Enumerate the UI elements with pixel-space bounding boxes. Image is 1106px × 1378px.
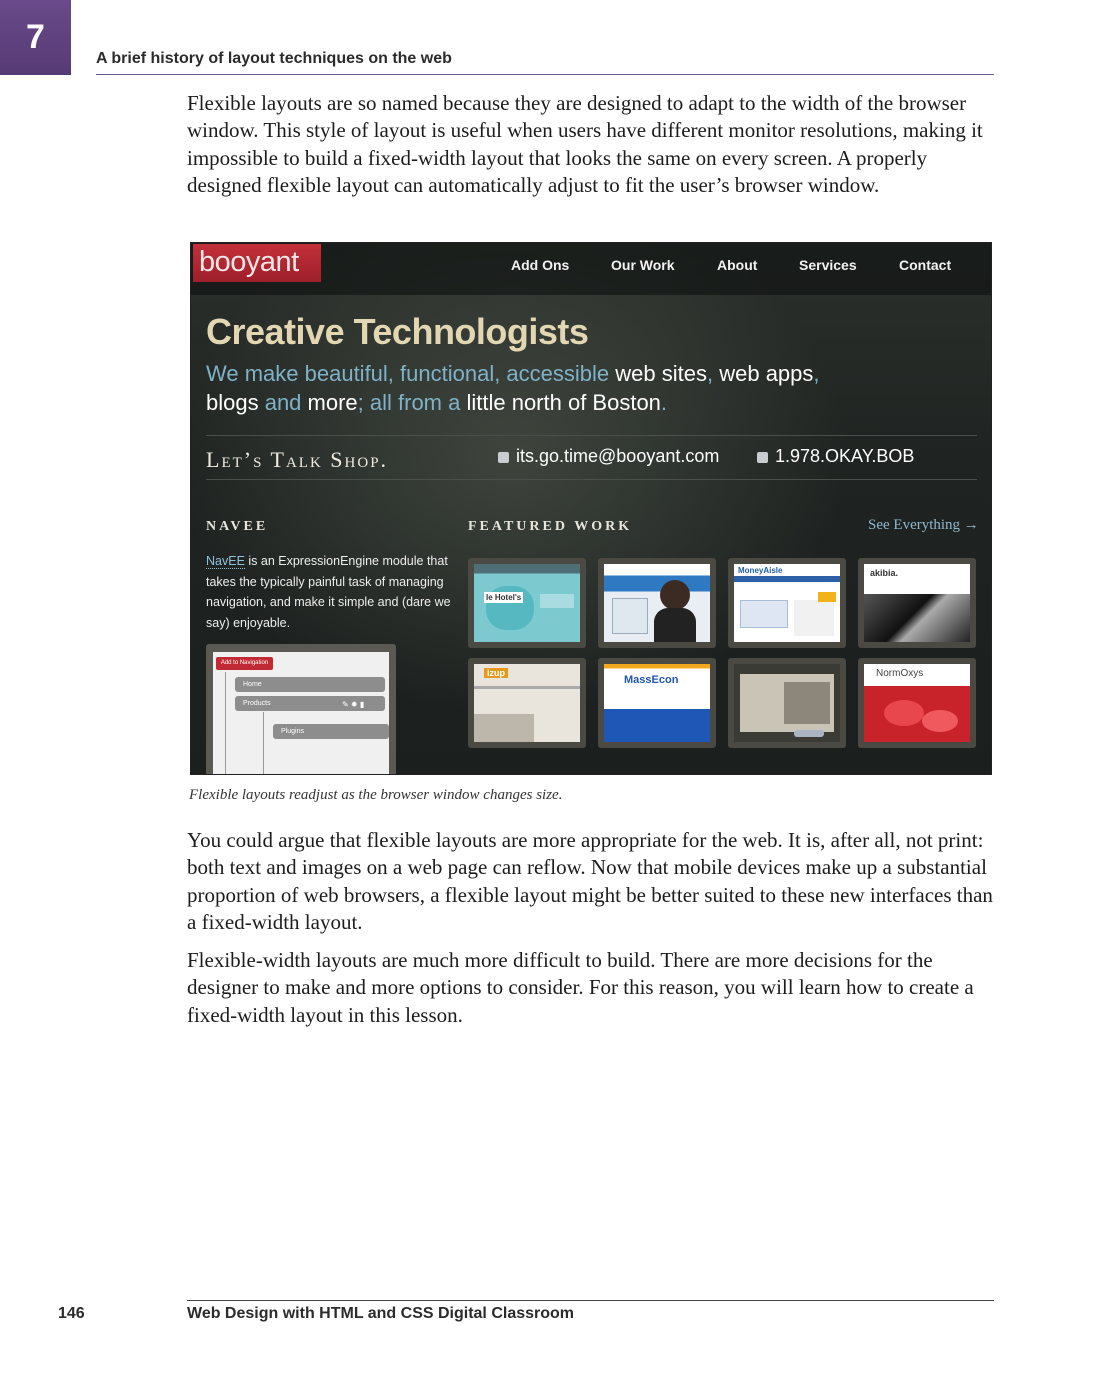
talk-shop-heading	[206, 447, 388, 473]
divider-top	[206, 435, 977, 436]
figure-caption: Flexible layouts readjust as the browser window changes size.	[189, 787, 563, 803]
hero-subtitle-segment: web apps	[719, 361, 814, 386]
body-paragraph-2: You could argue that flexible layouts are more appropriate for the web. It is, after all, not print: both text and images on a web page can reflow. Now that mobile devices make up a substantial proportion of web browsers, a flexible layout might be better suited to these new interfaces than a fixed-width layout.	[187, 828, 993, 935]
email-icon	[498, 452, 509, 463]
nav-services: Services	[799, 257, 857, 273]
navee-description	[206, 551, 456, 633]
work-thumb-8	[858, 658, 976, 748]
navee-body: is an ExpressionEngine module that takes the typically painful task of managing navigation, and make it simple and (dare we say) enjoyable.	[206, 554, 451, 630]
hero-subtitle-segment: and	[258, 390, 308, 415]
hero-subtitle-segment: more	[307, 390, 358, 415]
work-thumb-1	[468, 558, 586, 648]
work-thumb-4	[858, 558, 976, 648]
nav-contact: Contact	[899, 257, 952, 273]
contact-phone: 1.978.OKAY.BOB	[775, 446, 915, 466]
demo-add-button: Add to Navigation	[216, 657, 273, 670]
work-thumb-3	[728, 558, 846, 648]
talk-shop-text: Let’s Talk Shop.	[206, 447, 389, 472]
site-logo: booyant	[193, 244, 321, 282]
work-thumb-2	[598, 558, 716, 648]
demo-tree-line	[225, 672, 226, 775]
figure-screenshot	[190, 242, 992, 775]
navee-demo-screen	[213, 652, 389, 775]
navee-heading: NAVEE	[206, 519, 269, 534]
hero-subtitle-segment: ,	[706, 361, 720, 386]
header-rule	[96, 74, 994, 75]
book-title: Web Design with HTML and CSS Digital Classroom	[187, 1305, 575, 1322]
demo-row-home: Home	[235, 677, 385, 692]
thumb-label-5: MassEcon	[624, 674, 679, 686]
hero-subtitle	[206, 359, 826, 417]
chapter-tab	[0, 0, 71, 75]
thumb-label-2: MoneyAisle	[738, 566, 783, 575]
navee-link: NavEE	[206, 554, 245, 568]
hero-subtitle-segment: .	[660, 390, 668, 415]
hero-subtitle-segment: ,	[813, 361, 820, 386]
contact-email: its.go.time@booyant.com	[516, 446, 720, 466]
hero-title: Creative Technologists	[206, 311, 589, 352]
demo-tree-line-2	[263, 712, 264, 775]
work-thumb-6	[598, 658, 716, 748]
thumb-label-3: akibia.	[870, 568, 899, 578]
navee-demo-panel	[206, 644, 396, 775]
nav-about: About	[717, 257, 758, 273]
thumb-label-4: izup	[484, 668, 508, 678]
hero-subtitle-segment: ; all from a	[357, 390, 467, 415]
hero-subtitle-segment: little north of Boston	[466, 390, 661, 415]
see-everything-link: See Everything →	[868, 517, 979, 533]
chapter-number: 7	[26, 18, 45, 56]
page-number: 146	[58, 1305, 85, 1322]
running-head: A brief history of layout techniques on the web	[96, 50, 452, 67]
thumb-label-1: le Hotel's	[486, 593, 522, 602]
demo-row-products: Products	[235, 696, 385, 711]
work-thumb-5	[468, 658, 586, 748]
phone-icon	[757, 452, 768, 463]
work-thumb-7	[728, 658, 846, 748]
hero-subtitle-segment: We make beautiful, functional, accessible	[206, 361, 616, 386]
featured-heading: FEATURED WORK	[468, 519, 633, 534]
divider-bottom	[206, 479, 977, 480]
hero-subtitle-segment: blogs	[206, 390, 259, 415]
body-paragraph-1: Flexible layouts are so named because they are designed to adapt to the width of the browser window. This style of layout is useful when users have different monitor resolutions, making it impossible to build a fixed-width layout that looks the same on every screen. A properly designed flexible layout can automatically adjust to fit the user’s browser window.	[187, 91, 983, 198]
footer-rule	[187, 1300, 994, 1301]
hero-subtitle-segment: web sites	[615, 361, 707, 386]
thumb-label-6: NormOxys	[876, 668, 924, 679]
nav-our-work: Our Work	[611, 257, 675, 273]
demo-edit-icons: ✎ ✹ ▮	[342, 700, 365, 709]
body-paragraph-3: Flexible-width layouts are much more difficult to build. There are more decisions for the designer to make and more options to consider. For this reason, you will learn how to create a fixed-width layout in this lesson.	[187, 948, 974, 1027]
demo-row-plugins: Plugins	[273, 724, 389, 739]
nav-add-ons: Add Ons	[511, 257, 570, 273]
